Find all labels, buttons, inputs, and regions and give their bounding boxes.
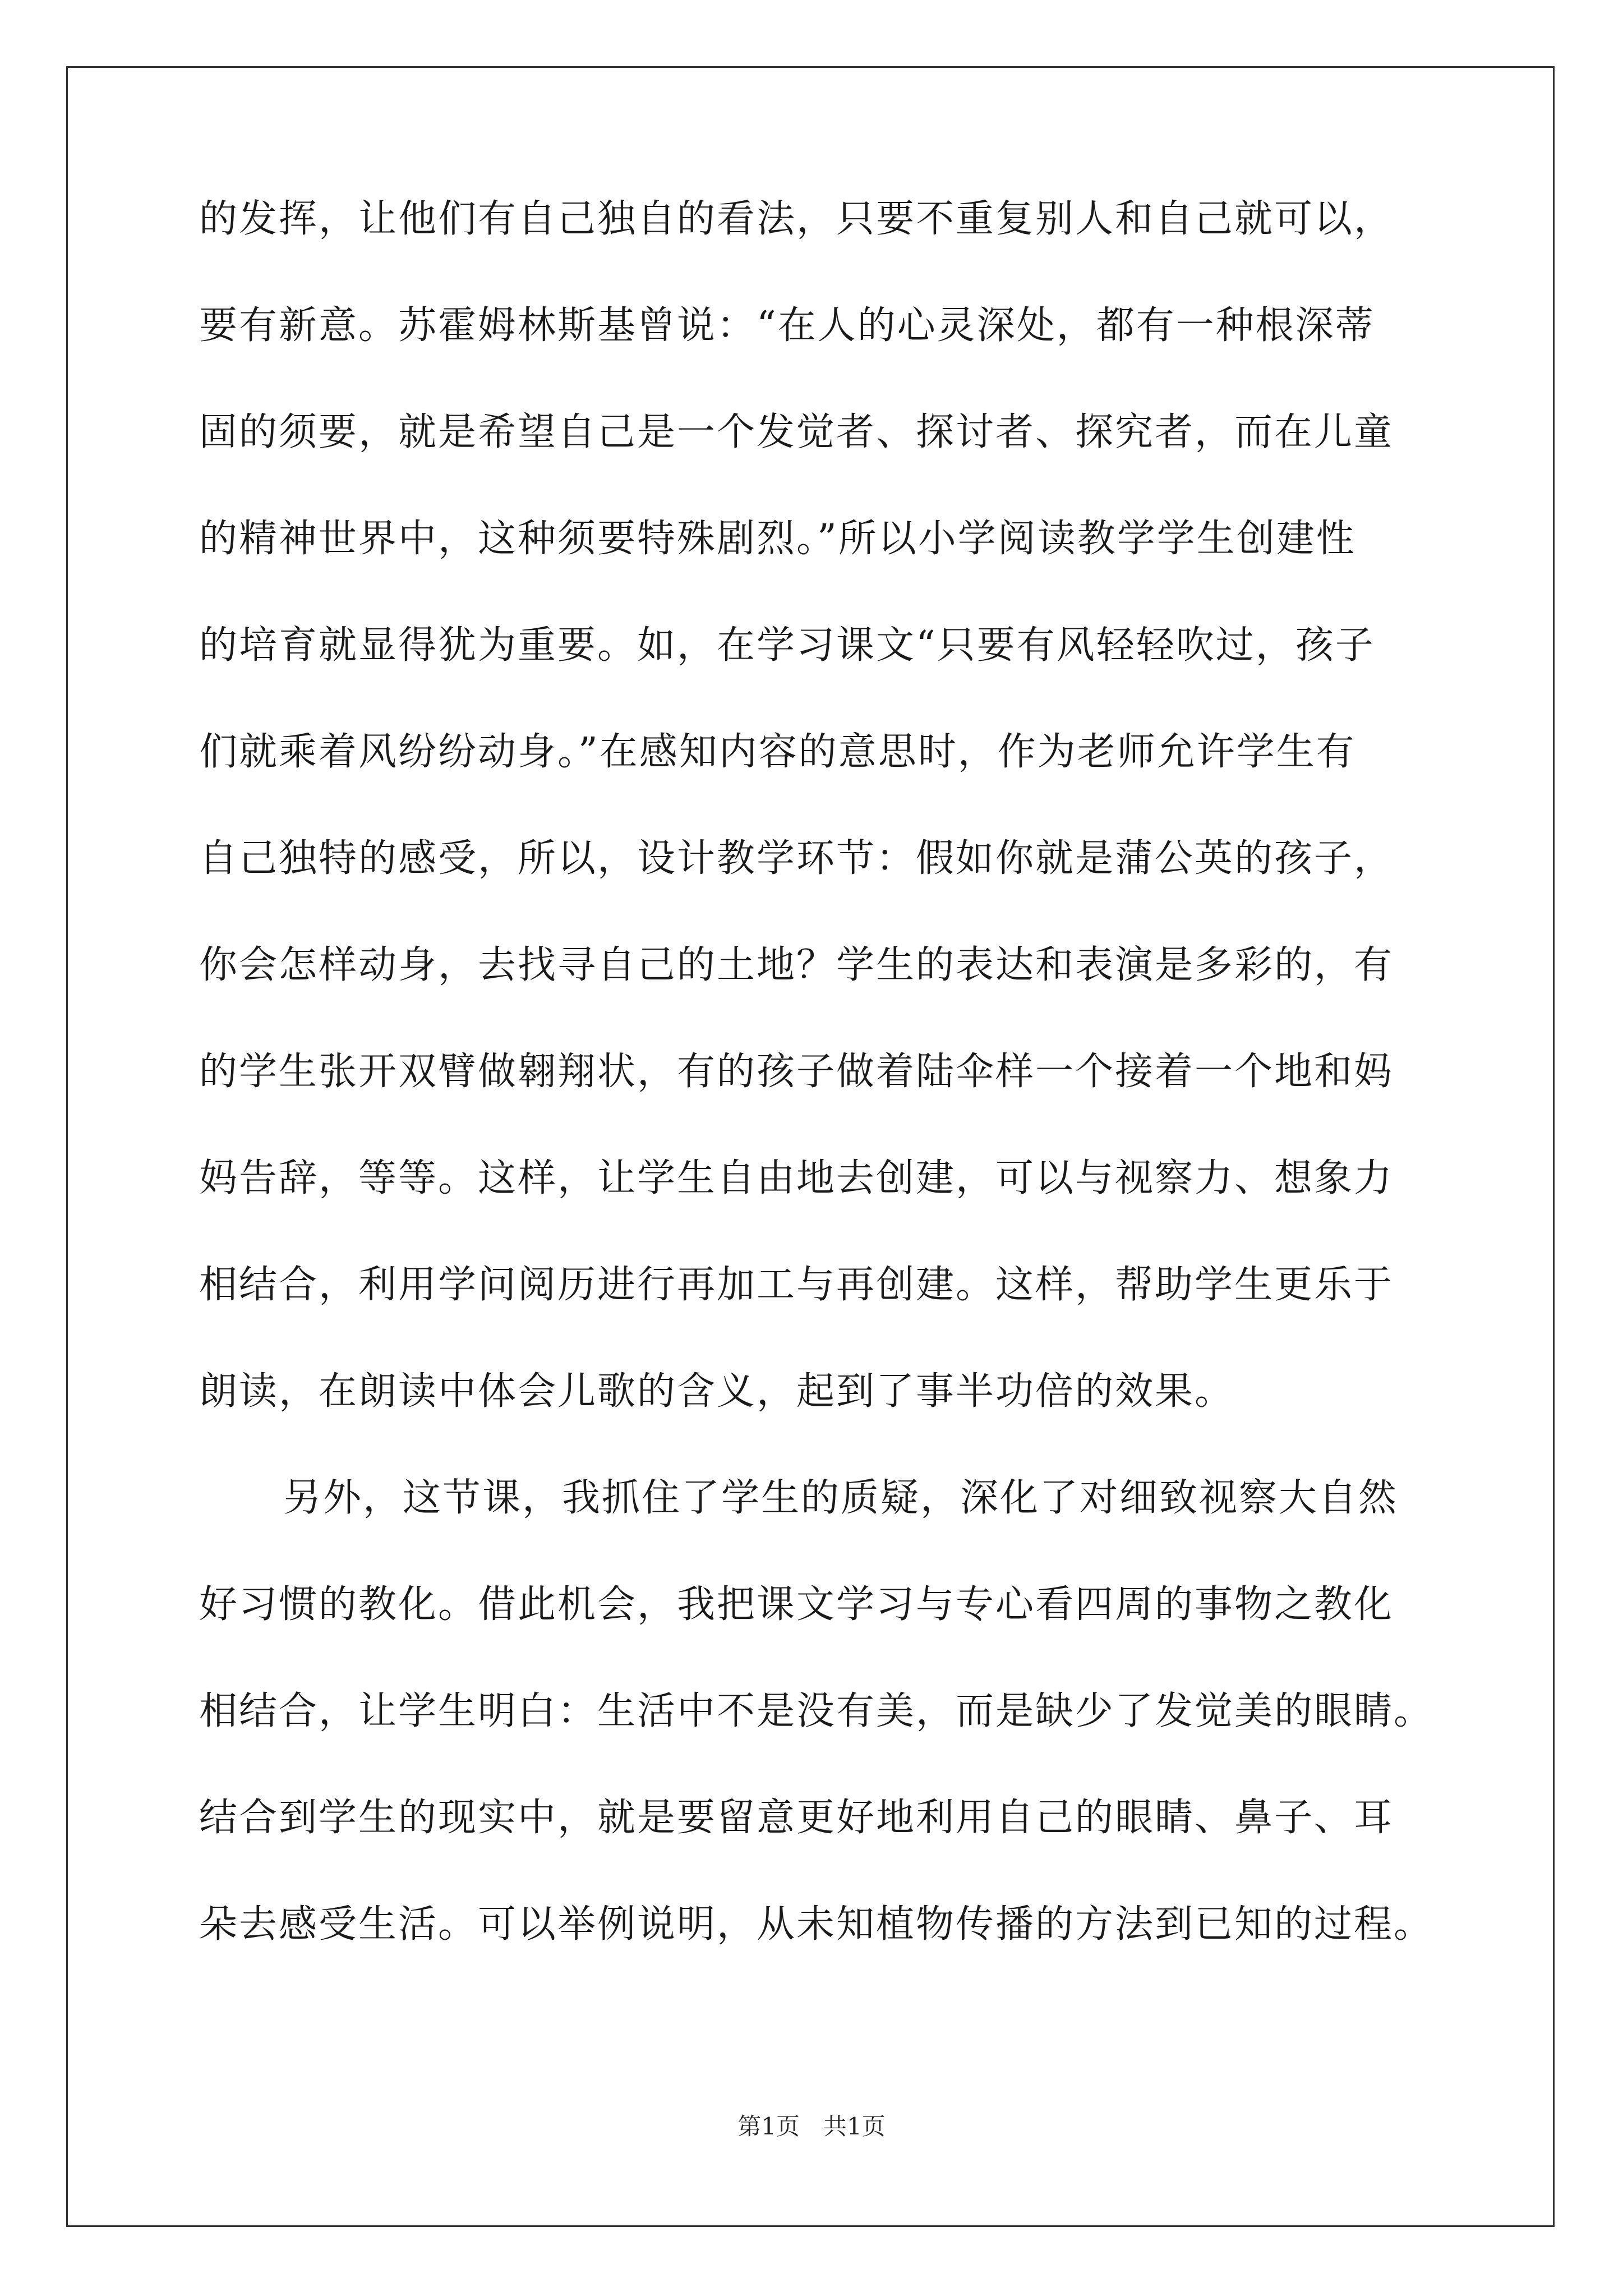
document-body xyxy=(199,197,1472,2012)
page-footer xyxy=(0,2115,1623,2138)
text-line: 们就乘着风纷纷动身。”在感知内容的意思时，作为老师允许学生有 xyxy=(199,730,1356,774)
text-line: 相结合，让学生明白：生活中不是没有美，而是缺少了发觉美的眼睛。 xyxy=(199,1689,1434,1733)
text-line: 的精神世界中，这种须要特殊剧烈。”所以小学阅读教学学生创建性 xyxy=(199,517,1356,561)
paragraph-start-line: 另外，这节课，我抓住了学生的质疑，深化了对细致视察大自然 xyxy=(283,1476,1399,1520)
text-line: 固的须要，就是希望自己是一个发觉者、探讨者、探究者，而在儿童 xyxy=(199,410,1394,454)
text-line: 要有新意。苏霍姆林斯基曾说：“在人的心灵深处，都有一种根深蒂 xyxy=(199,303,1375,348)
text-line: 你会怎样动身，去找寻自己的土地？学生的表达和表演是多彩的，有 xyxy=(199,943,1394,987)
text-line: 的发挥，让他们有自己独自的看法，只要不重复别人和自己就可以， xyxy=(199,197,1394,241)
text-line: 好习惯的教化。借此机会，我把课文学习与专心看四周的事物之教化 xyxy=(199,1582,1394,1627)
text-line: 自己独特的感受，所以，设计教学环节：假如你就是蒲公英的孩子， xyxy=(199,836,1394,881)
text-line: 的学生张开双臂做翱翔状，有的孩子做着陆伞样一个接着一个地和妈 xyxy=(199,1050,1394,1094)
page-number: 第1页 共1页 xyxy=(737,2113,886,2140)
text-line: 朗读，在朗读中体会儿歌的含义，起到了事半功倍的效果。 xyxy=(199,1369,1235,1414)
text-line: 妈告辞，等等。这样，让学生自由地去创建，可以与视察力、想象力 xyxy=(199,1156,1394,1200)
text-line: 相结合，利用学问阅历进行再加工与再创建。这样，帮助学生更乐于 xyxy=(199,1263,1394,1307)
text-line: 朵去感受生活。可以举例说明，从未知植物传播的方法到已知的过程。 xyxy=(199,1902,1434,1947)
text-line: 的培育就显得犹为重要。如，在学习课文“只要有风轻轻吹过，孩子 xyxy=(199,623,1375,668)
text-line: 结合到学生的现实中，就是要留意更好地利用自己的眼睛、鼻子、耳 xyxy=(199,1796,1394,1840)
